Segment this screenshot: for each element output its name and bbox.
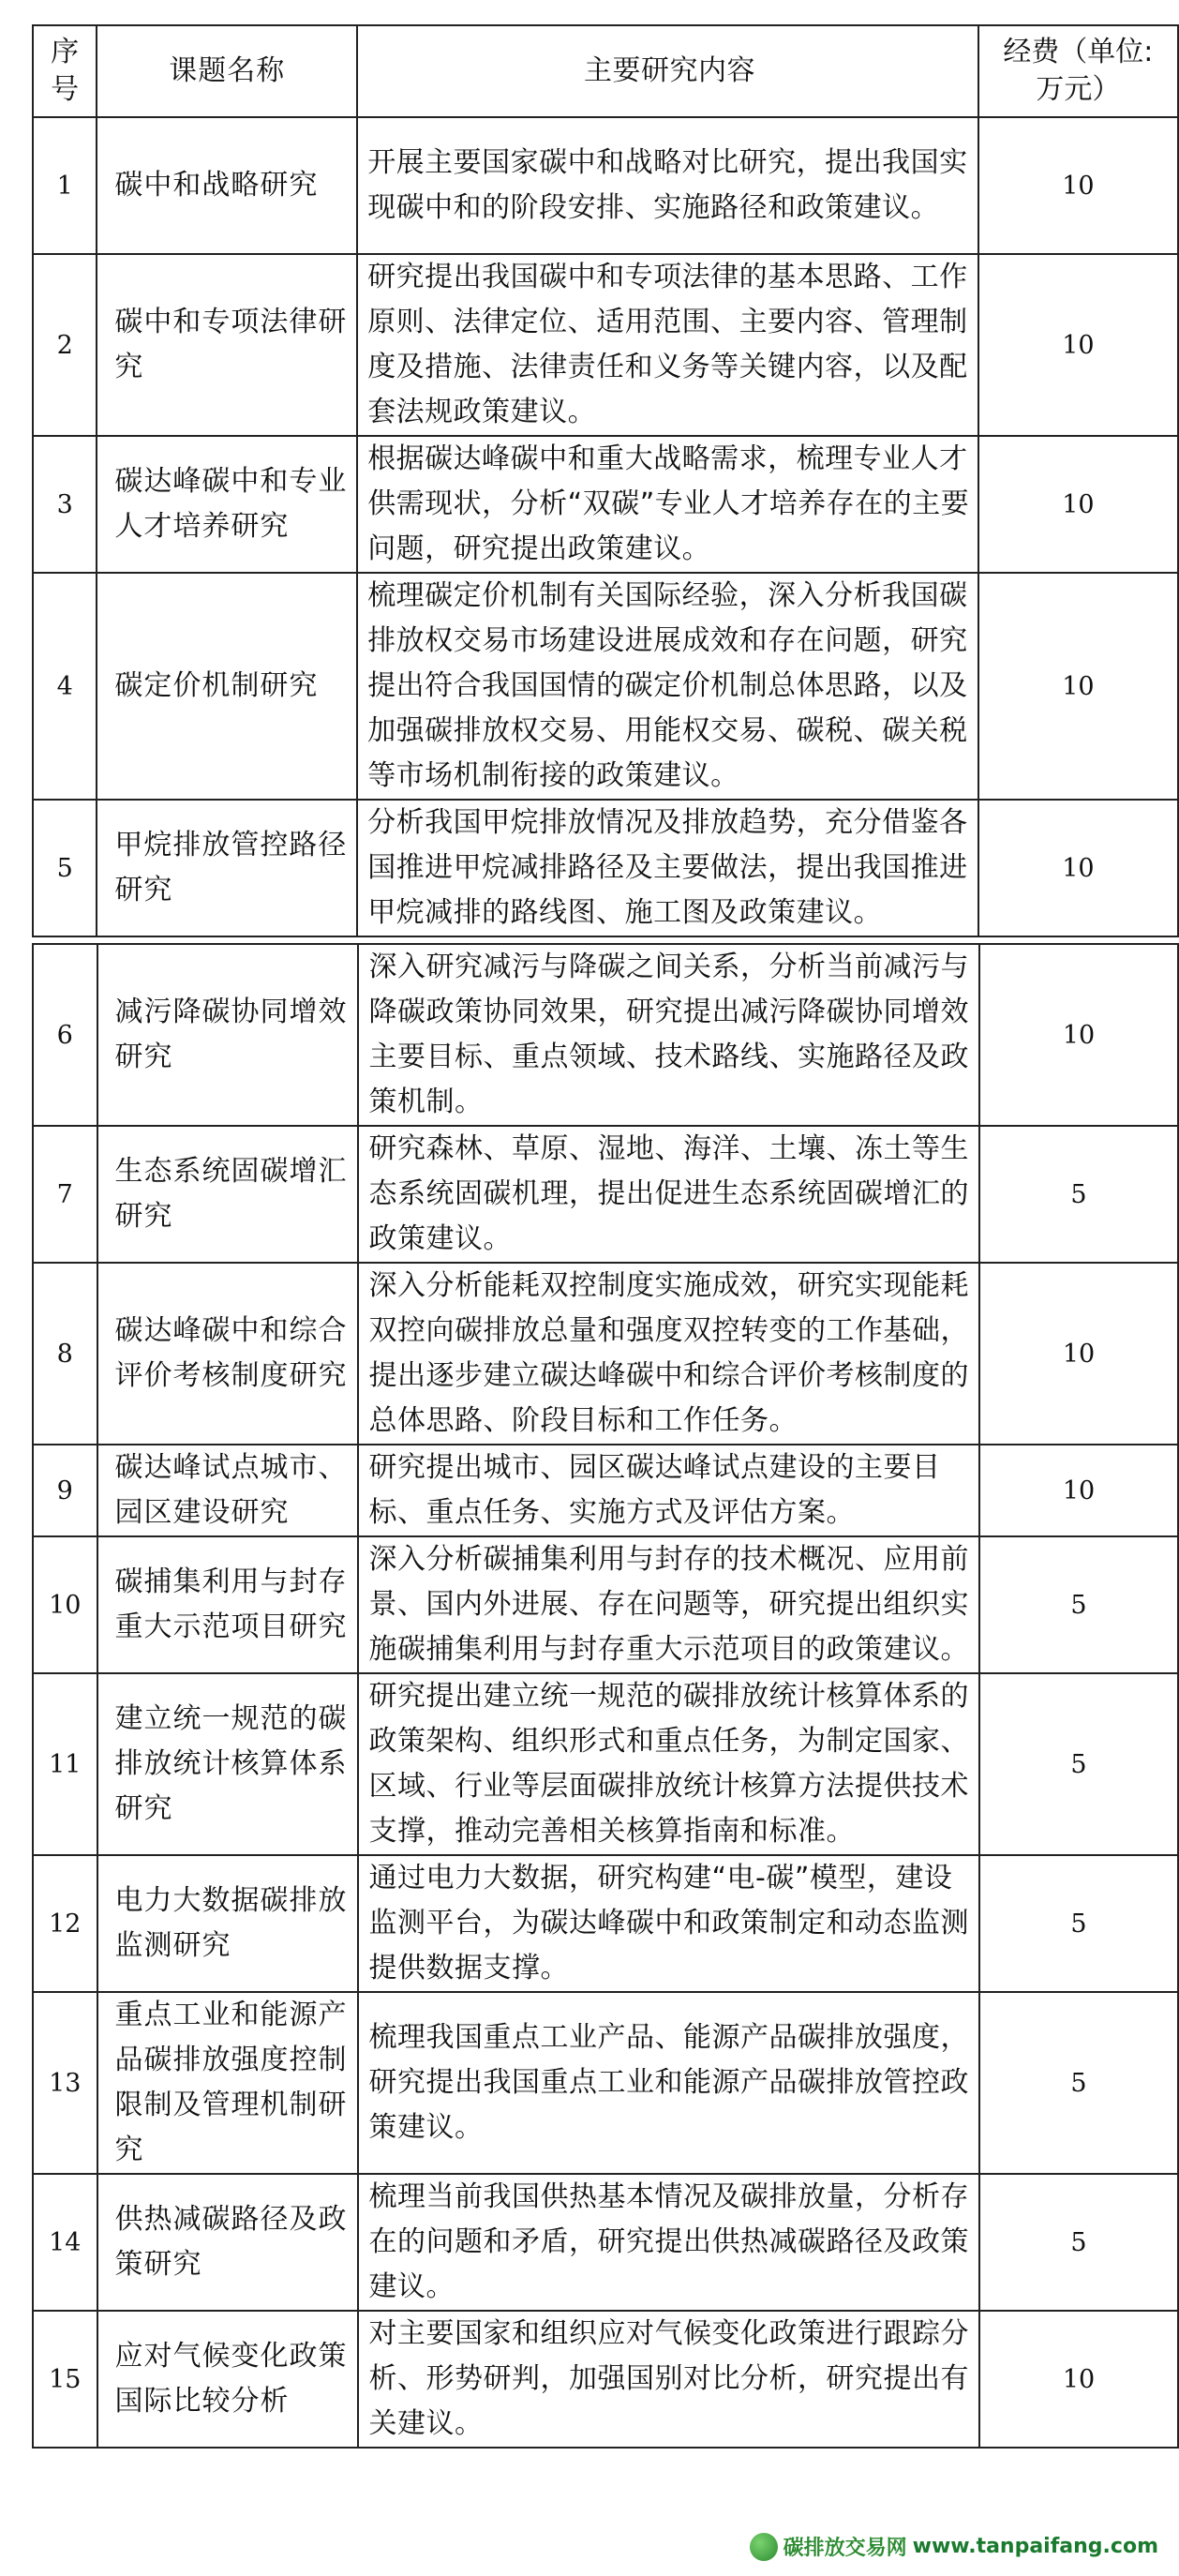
table-row [33, 573, 1178, 800]
row-content: 根据碳达峰碳中和重大战略需求，梳理专业人才供需现状，分析“双碳”专业人才培养存在的主要问题，研究提出政策建议。 [357, 436, 978, 573]
header-content: 主要研究内容 [357, 25, 978, 117]
row-fee: 5 [979, 1673, 1178, 1855]
row-name: 碳捕集利用与封存重大示范项目研究 [97, 1536, 359, 1673]
header-row [33, 25, 1178, 117]
row-name: 碳达峰碳中和综合评价考核制度研究 [97, 1263, 359, 1445]
watermark [750, 2532, 1158, 2561]
row-no: 7 [33, 1126, 97, 1263]
watermark-logo-icon [750, 2533, 778, 2561]
header-name: 课题名称 [97, 25, 357, 117]
row-name: 甲烷排放管控路径研究 [97, 800, 357, 936]
table-row [33, 944, 1178, 1126]
row-name: 供热减碳路径及政策研究 [97, 2174, 359, 2311]
row-content: 梳理当前我国供热基本情况及碳排放量，分析存在的问题和矛盾，研究提出供热减碳路径及政策建议。 [358, 2174, 979, 2311]
row-content: 研究森林、草原、湿地、海洋、土壤、冻土等生态系统固碳机理，提出促进生态系统固碳增汇的政策建议。 [358, 1126, 979, 1263]
table-row [33, 1445, 1178, 1536]
row-no: 8 [33, 1263, 97, 1445]
row-content: 深入分析碳捕集利用与封存的技术概况、应用前景、国内外进展、存在问题等，研究提出组织实施碳捕集利用与封存重大示范项目的政策建议。 [358, 1536, 979, 1673]
row-content: 深入分析能耗双控制度实施成效，研究实现能耗双控向碳排放总量和强度双控转变的工作基础，提出逐步建立碳达峰碳中和综合评价考核制度的总体思路、阶段目标和工作任务。 [358, 1263, 979, 1445]
row-name: 碳定价机制研究 [97, 573, 357, 800]
watermark-url: www.tanpaifang.com [912, 2535, 1158, 2558]
row-no: 12 [33, 1855, 97, 1992]
watermark-cn: 碳排放交易网 [783, 2537, 907, 2560]
row-no: 2 [33, 254, 97, 436]
header-fee: 经费（单位: 万元） [978, 25, 1178, 117]
table-row [33, 1536, 1178, 1673]
row-no: 9 [33, 1445, 97, 1536]
row-fee: 10 [978, 800, 1178, 936]
row-no: 6 [33, 944, 97, 1126]
table-row [33, 2311, 1178, 2448]
table-row [33, 117, 1178, 254]
row-fee: 10 [978, 436, 1178, 573]
row-no: 13 [33, 1992, 97, 2174]
row-no: 15 [33, 2311, 97, 2448]
row-content: 开展主要国家碳中和战略对比研究，提出我国实现碳中和的阶段安排、实施路径和政策建议。 [357, 117, 978, 254]
row-name: 重点工业和能源产品碳排放强度控制限制及管理机制研究 [97, 1992, 359, 2174]
table-row [33, 436, 1178, 573]
table-row [33, 1673, 1178, 1855]
row-fee: 10 [979, 2311, 1178, 2448]
row-name: 减污降碳协同增效研究 [97, 944, 359, 1126]
row-name: 生态系统固碳增汇研究 [97, 1126, 359, 1263]
row-fee: 10 [979, 944, 1178, 1126]
row-no: 4 [33, 573, 97, 800]
row-fee: 5 [979, 1855, 1178, 1992]
row-fee: 5 [979, 1126, 1178, 1263]
row-content: 梳理碳定价机制有关国际经验，深入分析我国碳排放权交易市场建设进展成效和存在问题，研究提出符合我国国情的碳定价机制总体思路，以及加强碳排放权交易、用能权交易、碳税、碳关税等市场机制衔接的政策建议。 [357, 573, 978, 800]
table-row [33, 1855, 1178, 1992]
row-fee: 10 [978, 573, 1178, 800]
row-content: 分析我国甲烷排放情况及排放趋势，充分借鉴各国推进甲烷减排路径及主要做法，提出我国推进甲烷减排的路线图、施工图及政策建议。 [357, 800, 978, 936]
row-fee: 10 [979, 1445, 1178, 1536]
table-row [33, 1263, 1178, 1445]
row-name: 建立统一规范的碳排放统计核算体系研究 [97, 1673, 359, 1855]
row-name: 碳达峰碳中和专业人才培养研究 [97, 436, 357, 573]
row-content: 对主要国家和组织应对气候变化政策进行跟踪分析、形势研判，加强国别对比分析，研究提出有关建议。 [358, 2311, 979, 2448]
row-no: 1 [33, 117, 97, 254]
row-fee: 5 [979, 1536, 1178, 1673]
research-table-part-2 [32, 943, 1179, 2449]
row-content: 深入研究减污与降碳之间关系，分析当前减污与降碳政策协同效果，研究提出减污降碳协同增效主要目标、重点领域、技术路线、实施路径及政策机制。 [358, 944, 979, 1126]
table-row [33, 800, 1178, 936]
row-name: 碳中和战略研究 [97, 117, 357, 254]
row-name: 碳达峰试点城市、园区建设研究 [97, 1445, 359, 1536]
row-content: 梳理我国重点工业产品、能源产品碳排放强度，研究提出我国重点工业和能源产品碳排放管控政策建议。 [358, 1992, 979, 2174]
row-fee: 10 [978, 117, 1178, 254]
row-no: 5 [33, 800, 97, 936]
table-row [33, 1992, 1178, 2174]
row-no: 11 [33, 1673, 97, 1855]
row-name: 碳中和专项法律研究 [97, 254, 357, 436]
row-fee: 5 [979, 1992, 1178, 2174]
row-fee: 5 [979, 2174, 1178, 2311]
row-no: 10 [33, 1536, 97, 1673]
header-no: 序 号 [33, 25, 97, 117]
research-table-part-1 [32, 24, 1179, 937]
row-name: 电力大数据碳排放监测研究 [97, 1855, 359, 1992]
row-content: 研究提出城市、园区碳达峰试点建设的主要目标、重点任务、实施方式及评估方案。 [358, 1445, 979, 1536]
table-row [33, 1126, 1178, 1263]
row-no: 3 [33, 436, 97, 573]
table-row [33, 254, 1178, 436]
row-no: 14 [33, 2174, 97, 2311]
row-fee: 10 [979, 1263, 1178, 1445]
row-content: 研究提出建立统一规范的碳排放统计核算体系的政策架构、组织形式和重点任务，为制定国家、区域、行业等层面碳排放统计核算方法提供技术支撑，推动完善相关核算指南和标准。 [358, 1673, 979, 1855]
row-name: 应对气候变化政策国际比较分析 [97, 2311, 359, 2448]
row-content: 研究提出我国碳中和专项法律的基本思路、工作原则、法律定位、适用范围、主要内容、管理制度及措施、法律责任和义务等关键内容，以及配套法规政策建议。 [357, 254, 978, 436]
table-row [33, 2174, 1178, 2311]
row-content: 通过电力大数据，研究构建“电-碳”模型，建设监测平台，为碳达峰碳中和政策制定和动态监测提供数据支撑。 [358, 1855, 979, 1992]
row-fee: 10 [978, 254, 1178, 436]
